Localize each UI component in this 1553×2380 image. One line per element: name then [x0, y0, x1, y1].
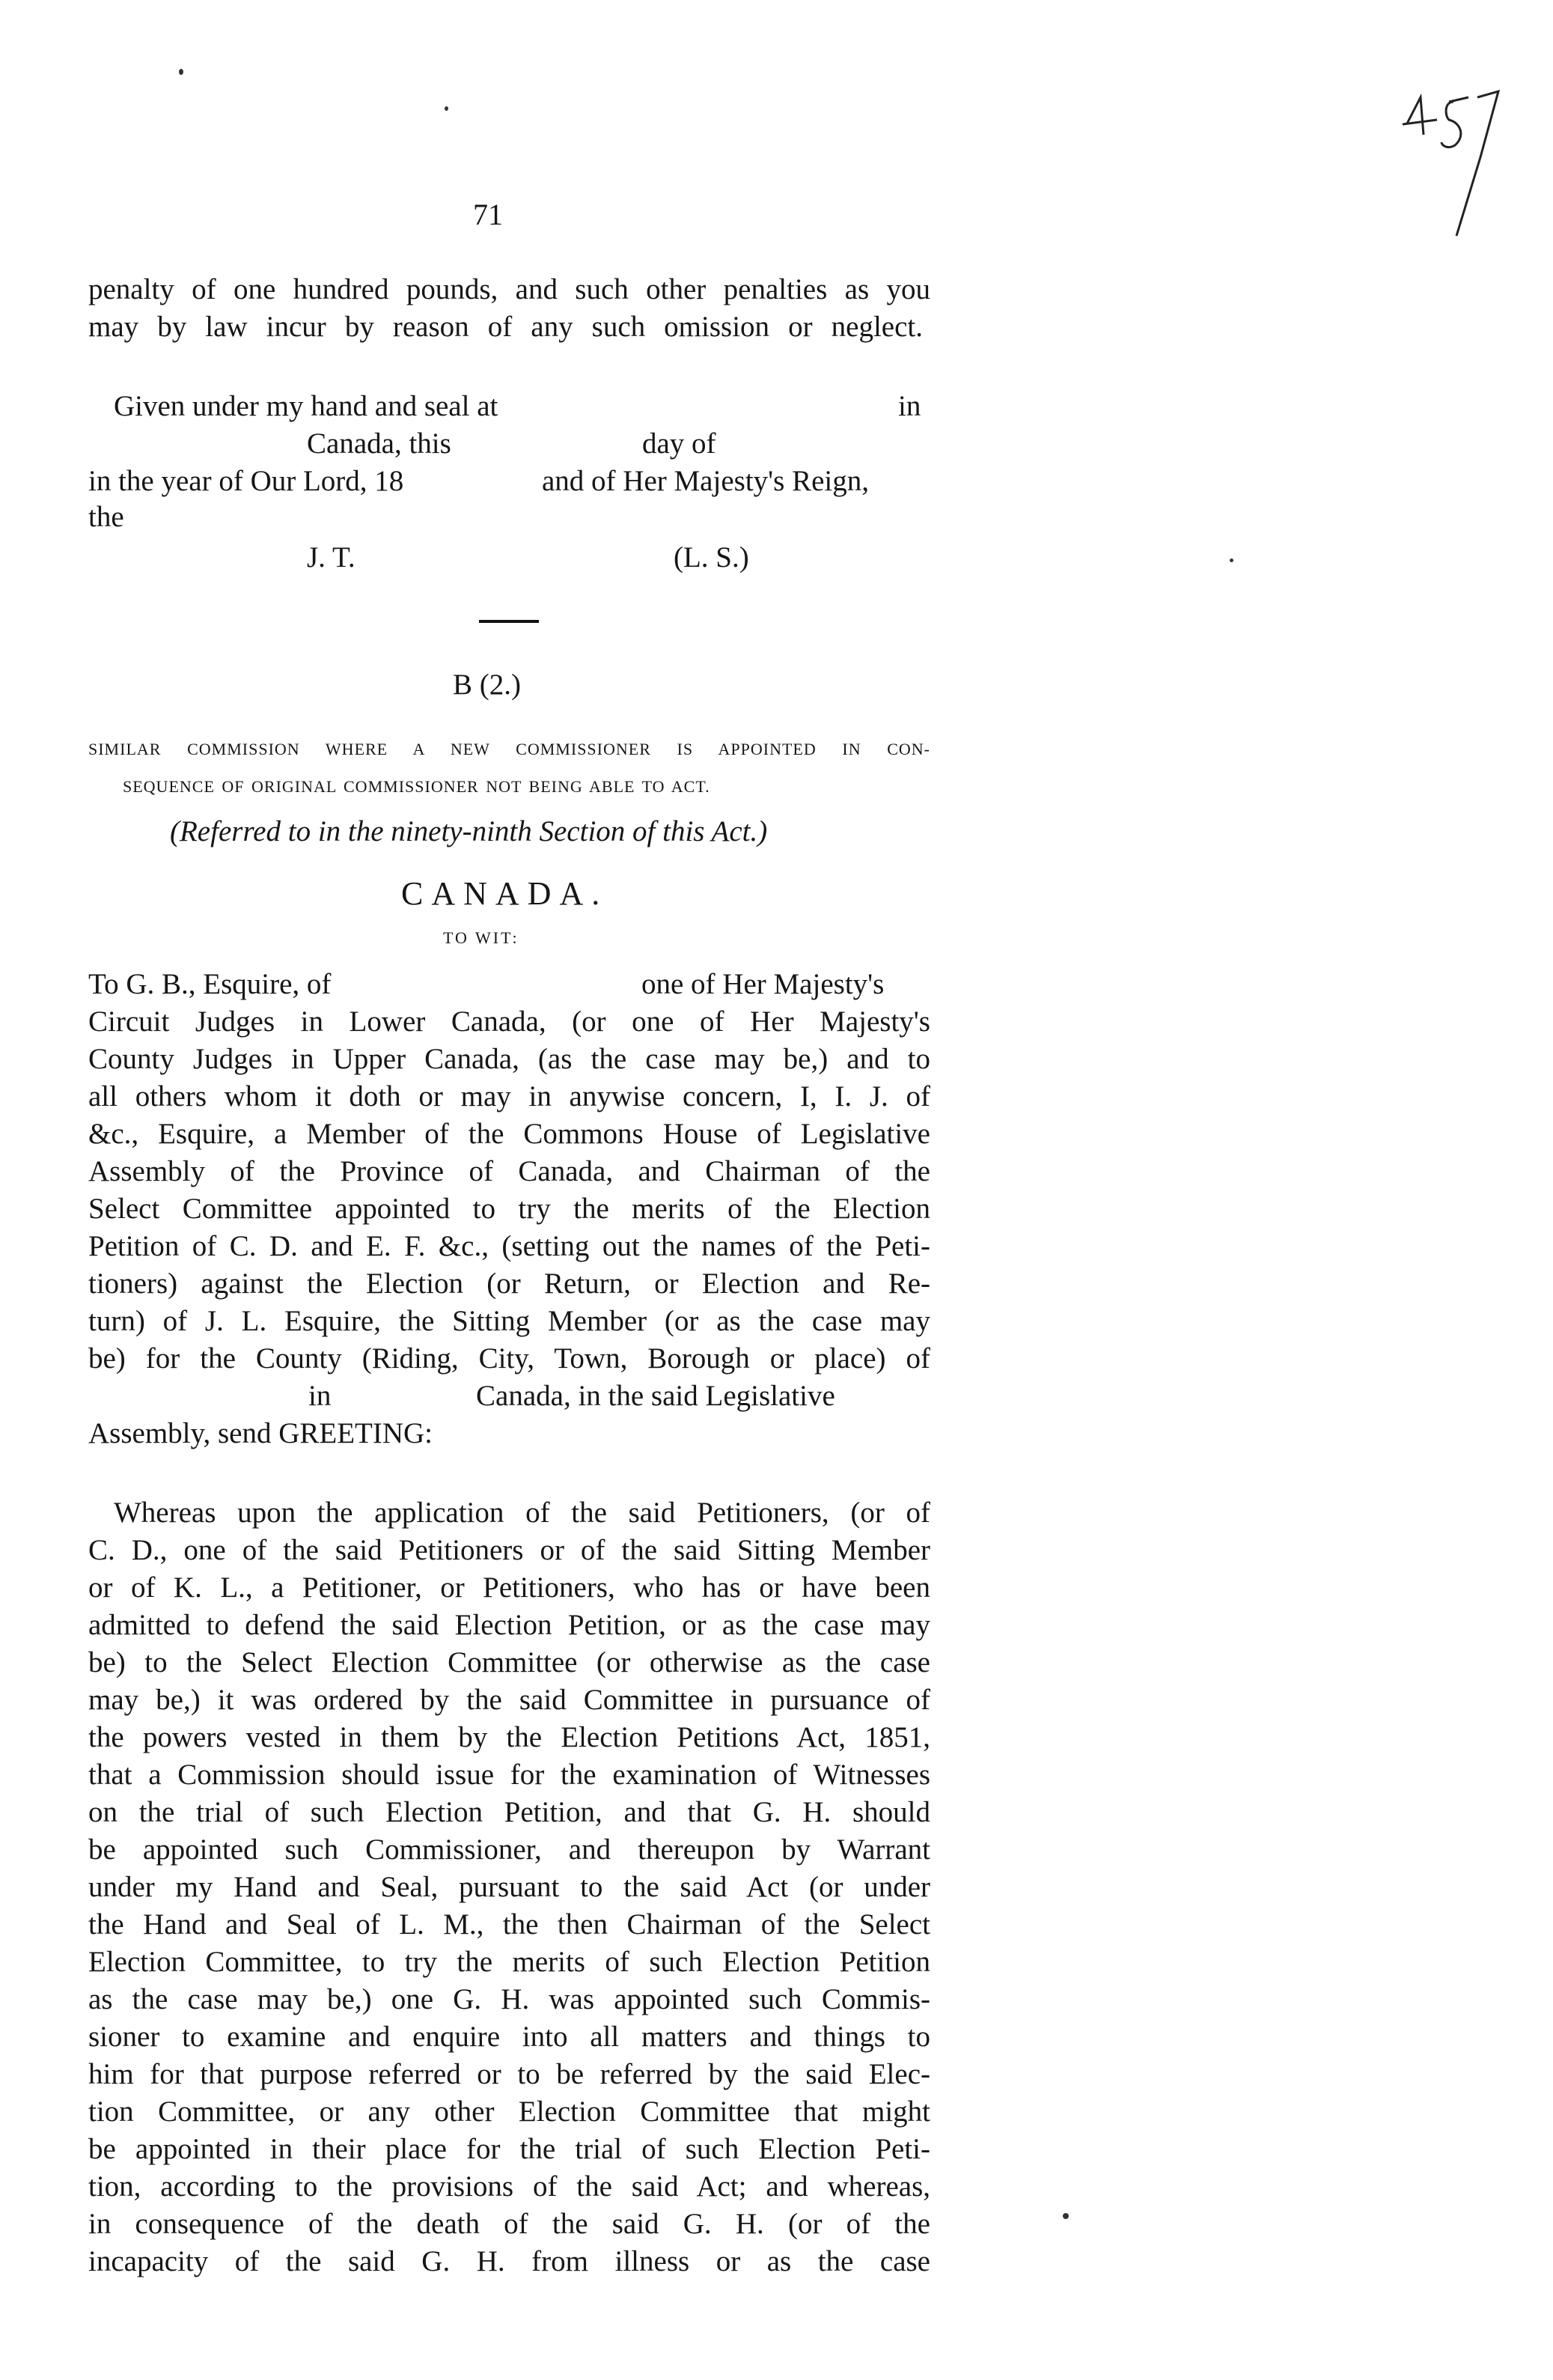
document-title: CANADA.	[401, 875, 608, 912]
text-line: tion Committee, or any other Election Committee that might	[88, 2096, 930, 2128]
text-line: Assembly, send GREETING:	[88, 1417, 433, 1449]
text-line: in the year of Our Lord, 18	[88, 465, 404, 497]
text-line: all others whom it doth or may in anywise concern, I, I. J. of	[88, 1080, 930, 1113]
text-line: sioner to examine and enquire into all matters and things to	[88, 2021, 930, 2053]
text-line: Select Committee appointed to try the merits of the Election	[88, 1193, 930, 1225]
text-line: one of Her Majesty's	[641, 968, 885, 1000]
text-line: Election Committee, to try the merits of such Election Petition	[88, 1946, 930, 1978]
text-line: be appointed in their place for the trial of such Election Peti-	[88, 2133, 930, 2165]
section-heading: B (2.)	[453, 669, 521, 701]
text-line: turn) of J. L. Esquire, the Sitting Member (or as the case may	[88, 1305, 930, 1337]
text-line: in consequence of the death of the said G. H. (or of the	[88, 2208, 930, 2240]
section-subheading: SEQUENCE OF ORIGINAL COMMISSIONER NOT BEING ABLE TO ACT.	[123, 777, 710, 796]
text-line: tioners) against the Election (or Return, or Election and Re-	[88, 1267, 930, 1300]
text-line: be) to the Select Election Committee (or otherwise as the case	[88, 1646, 930, 1679]
divider-rule	[479, 620, 539, 623]
text-line: and of Her Majesty's Reign,	[542, 465, 870, 497]
text-line: may by law incur by reason of any such omission or neglect.	[88, 311, 923, 343]
text-line: be) for the County (Riding, City, Town, Borough or place) of	[88, 1342, 930, 1375]
text-line: Canada, this	[307, 427, 451, 460]
text-line: tion, according to the provisions of the said Act; and whereas,	[88, 2170, 930, 2203]
section-subheading: SIMILAR COMMISSION WHERE A NEW COMMISSIONER IS APPOINTED IN CON-	[88, 740, 930, 758]
text-line: may be,) it was ordered by the said Committee in pursuance of	[88, 1684, 930, 1716]
text-line: that a Commission should issue for the examination of Witnesses	[88, 1759, 930, 1791]
text-line: penalty of one hundred pounds, and such other penalties as you	[88, 273, 930, 305]
text-line: Assembly of the Province of Canada, and Chairman of the	[88, 1155, 930, 1187]
text-line: admitted to defend the said Election Petition, or as the case may	[88, 1609, 930, 1641]
handwritten-margin-note	[1385, 52, 1534, 240]
section-reference: (Referred to in the ninety-ninth Section of this Act.)	[170, 815, 768, 847]
text-line: be appointed such Commissioner, and thereupon by Warrant	[88, 1833, 930, 1866]
text-line: the Hand and Seal of L. M., the then Chairman of the Select	[88, 1908, 930, 1941]
ink-speck	[1230, 559, 1233, 562]
ink-speck	[1063, 2213, 1069, 2219]
text-line: incapacity of the said G. H. from illness or as the case	[88, 2245, 930, 2277]
text-line: To G. B., Esquire, of	[88, 968, 332, 1000]
text-line: the powers vested in them by the Election Petitions Act, 1851,	[88, 1721, 930, 1753]
text-line: Given under my hand and seal at	[114, 390, 498, 422]
ink-speck	[445, 106, 448, 111]
signature-initials: J. T.	[307, 541, 356, 573]
text-line: Canada, in the said Legislative	[476, 1380, 835, 1412]
to-wit-label: TO WIT:	[443, 928, 519, 947]
text-line: the	[88, 501, 124, 533]
text-line: on the trial of such Election Petition, and that G. H. should	[88, 1796, 930, 1828]
text-line: Whereas upon the application of the said Petitioners, (or of	[114, 1497, 930, 1529]
text-line: or of K. L., a Petitioner, or Petitioners, who has or have been	[88, 1571, 930, 1604]
text-line: C. D., one of the said Petitioners or of the said Sitting Member	[88, 1534, 930, 1566]
text-line: day of	[642, 427, 716, 460]
text-line: in	[308, 1380, 332, 1412]
text-line: in	[898, 390, 921, 422]
text-line: him for that purpose referred or to be referred by the said Elec-	[88, 2058, 930, 2090]
text-line: County Judges in Upper Canada, (as the case may be,) and to	[88, 1043, 930, 1075]
page-number: 71	[473, 198, 503, 231]
ink-speck	[179, 69, 183, 75]
seal-mark: (L. S.)	[674, 541, 749, 573]
text-line: Circuit Judges in Lower Canada, (or one of Her Majesty's	[88, 1005, 930, 1038]
text-line: Petition of C. D. and E. F. &c., (setting out the names of the Peti-	[88, 1230, 930, 1262]
text-line: &c., Esquire, a Member of the Commons House of Legislative	[88, 1118, 930, 1150]
text-line: under my Hand and Seal, pursuant to the said Act (or under	[88, 1871, 930, 1903]
text-line: as the case may be,) one G. H. was appointed such Commis-	[88, 1983, 930, 2015]
